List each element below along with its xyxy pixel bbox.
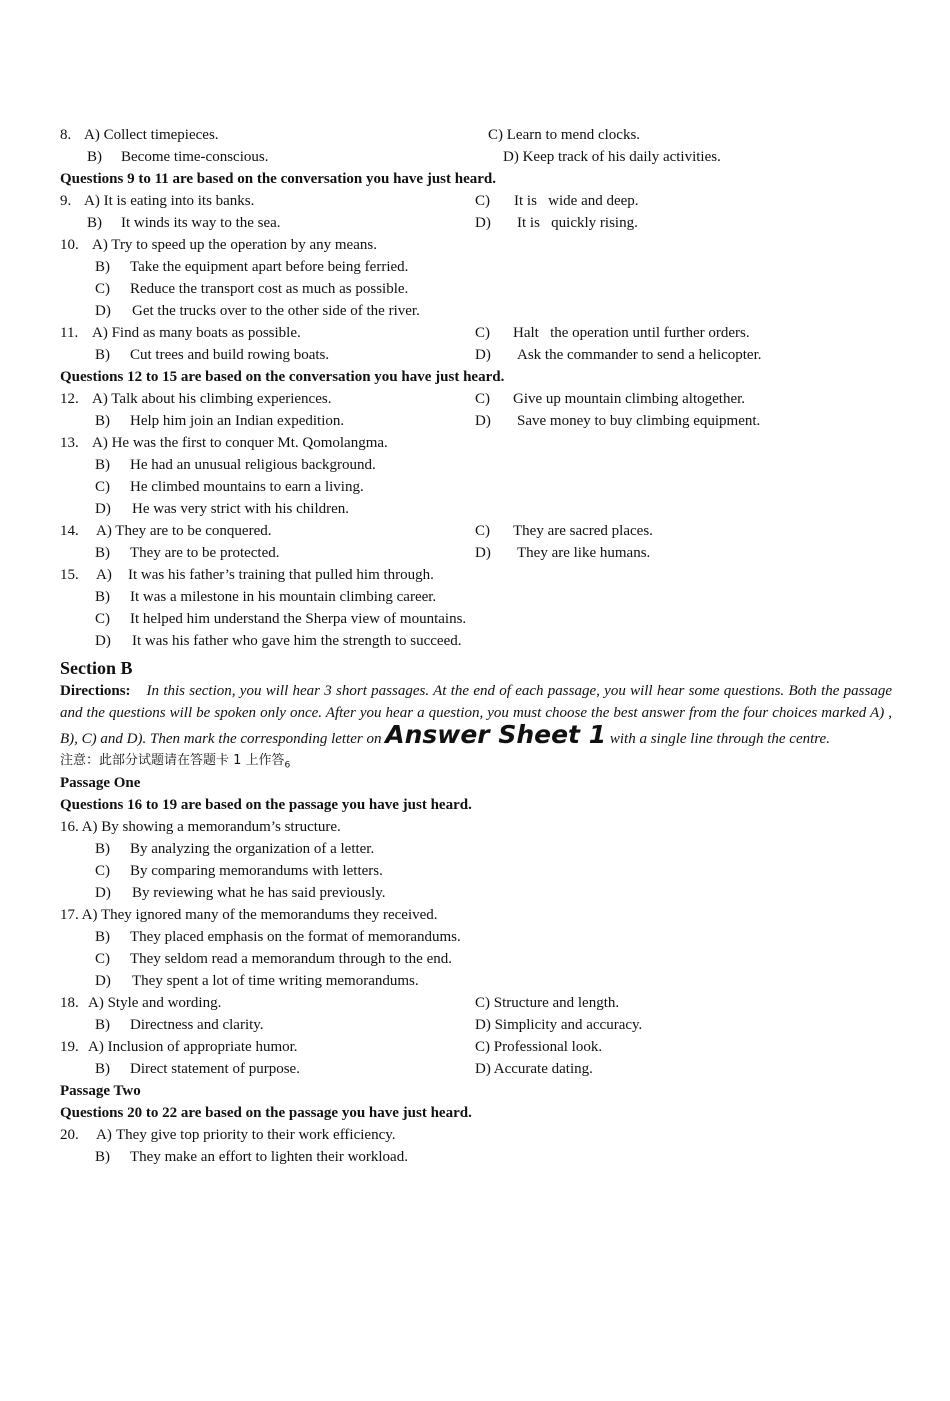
q8-option-c: C) Learn to mend clocks. — [488, 127, 641, 143]
q10-row-1 — [60, 234, 892, 256]
q9-row-1 — [60, 190, 892, 212]
q13-option-c: He climbed mountains to earn a living. — [130, 479, 364, 495]
q11-option-d-letter: D) — [475, 347, 491, 363]
q10-row-3 — [60, 278, 892, 300]
q13-row-4 — [60, 498, 892, 520]
q10-row-2 — [60, 256, 892, 278]
q16-option-a: 16. A) By showing a memorandum’s structure. — [60, 819, 341, 835]
q16-option-d-letter: D) — [95, 885, 111, 901]
q14-option-b-letter: B) — [95, 545, 110, 561]
q13-row-2 — [60, 454, 892, 476]
q11-option-b-letter: B) — [95, 347, 110, 363]
q10-option-d-letter: D) — [95, 303, 111, 319]
chinese-note — [60, 750, 892, 772]
q8-option-b-letter: B) — [87, 149, 102, 165]
q12-option-d: Save money to buy climbing equipment. — [517, 413, 761, 429]
answer-sheet-reference: Answer Sheet 1 — [385, 720, 607, 749]
questions-16-19-heading: Questions 16 to 19 are based on the passage you have just heard. — [60, 797, 472, 813]
q17-option-d: They spent a lot of time writing memorandums. — [132, 973, 419, 989]
q14-number: 14. — [60, 523, 79, 539]
q16-row-4 — [60, 882, 892, 904]
q12-option-d-letter: D) — [475, 413, 491, 429]
q15-option-d-letter: D) — [95, 633, 111, 649]
q20-option-b-letter: B) — [95, 1149, 110, 1165]
q10-option-c-letter: C) — [95, 281, 110, 297]
q11-option-d: Ask the commander to send a helicopter. — [517, 347, 762, 363]
q19-option-b-letter: B) — [95, 1061, 110, 1077]
q10-number: 10. — [60, 237, 79, 253]
q18-option-a: A) Style and wording. — [88, 995, 222, 1011]
q20-option-b: They make an effort to lighten their workload. — [130, 1149, 408, 1165]
q17-option-b: They placed emphasis on the format of memorandums. — [130, 929, 461, 945]
q17-option-c-letter: C) — [95, 951, 110, 967]
q18-option-b-letter: B) — [95, 1017, 110, 1033]
q18-row-1 — [60, 992, 892, 1014]
q12-option-c: Give up mountain climbing altogether. — [513, 391, 746, 407]
q14-option-c: They are sacred places. — [513, 523, 653, 539]
q15-row-3 — [60, 608, 892, 630]
q17-row-1 — [60, 904, 892, 926]
q12-option-b-letter: B) — [95, 413, 110, 429]
q9-option-a: A) It is eating into its banks. — [84, 193, 255, 209]
q19-option-c: C) Professional look. — [475, 1039, 603, 1055]
q9-option-d-letter: D) — [475, 215, 491, 231]
exam-page — [60, 124, 892, 1168]
q14-row-1 — [60, 520, 892, 542]
q14-option-b: They are to be protected. — [130, 545, 280, 561]
q15-option-b-letter: B) — [95, 589, 110, 605]
q19-option-b: Direct statement of purpose. — [130, 1061, 300, 1077]
q8-option-b: Become time-conscious. — [121, 149, 269, 165]
q16-row-1 — [60, 816, 892, 838]
q17-option-b-letter: B) — [95, 929, 110, 945]
q15-option-b: It was a milestone in his mountain climbing career. — [130, 589, 437, 605]
q9-option-b-letter: B) — [87, 215, 102, 231]
q15-row-2 — [60, 586, 892, 608]
q13-row-3 — [60, 476, 892, 498]
q19-number: 19. — [60, 1039, 79, 1055]
q14-option-d: They are like humans. — [517, 545, 651, 561]
q10-option-b: Take the equipment apart before being ferried. — [130, 259, 409, 275]
q9-option-c: It is wide and deep. — [514, 193, 639, 209]
q16-option-c-letter: C) — [95, 863, 110, 879]
chinese-note-sub: 6 — [284, 760, 291, 771]
q18-option-b: Directness and clarity. — [130, 1017, 264, 1033]
q15-row-1 — [60, 564, 892, 586]
q16-option-d: By reviewing what he has said previously. — [132, 885, 386, 901]
q11-option-c-letter: C) — [475, 325, 490, 341]
q13-option-d-letter: D) — [95, 501, 111, 517]
q16-row-3 — [60, 860, 892, 882]
q18-number: 18. — [60, 995, 79, 1011]
q10-option-b-letter: B) — [95, 259, 110, 275]
q16-option-b-letter: B) — [95, 841, 110, 857]
directions-text: In this section, you will hear 3 short passages. At the end of each passage, you will hear some questions. Both the passage and the questions will be spoken only once. After you hear a question, you must choose the best answer from the four choices marked A) , B), C) and D). Then mark the corresponding letter on — [60, 683, 892, 747]
q17-option-a: 17. A) They ignored many of the memorandums they received. — [60, 907, 438, 923]
q17-option-d-letter: D) — [95, 973, 111, 989]
passage-two-title: Passage Two — [60, 1083, 141, 1099]
q8-option-a: A) Collect timepieces. — [84, 127, 219, 143]
q11-option-b: Cut trees and build rowing boats. — [130, 347, 330, 363]
q19-row-2 — [60, 1058, 892, 1080]
q16-row-2 — [60, 838, 892, 860]
q10-option-d: Get the trucks over to the other side of the river. — [132, 303, 420, 319]
section-b-title: Section B — [60, 658, 133, 678]
q12-number: 12. — [60, 391, 79, 407]
q8-row-2 — [60, 146, 892, 168]
q15-option-c: It helped him understand the Sherpa view of mountains. — [130, 611, 467, 627]
passage-one-title: Passage One — [60, 775, 141, 791]
q11-option-c: Halt the operation until further orders. — [513, 325, 750, 341]
q15-option-c-letter: C) — [95, 611, 110, 627]
q11-number: 11. — [60, 325, 79, 341]
q9-option-b: It winds its way to the sea. — [121, 215, 281, 231]
q9-row-2 — [60, 212, 892, 234]
q16-option-c: By comparing memorandums with letters. — [130, 863, 383, 879]
q10-row-4 — [60, 300, 892, 322]
q15-option-a-letter: A) — [96, 567, 112, 583]
q14-row-2 — [60, 542, 892, 564]
q13-number: 13. — [60, 435, 79, 451]
q12-option-a: A) Talk about his climbing experiences. — [92, 391, 332, 407]
q8-number: 8. — [60, 127, 72, 143]
questions-20-22-heading: Questions 20 to 22 are based on the passage you have just heard. — [60, 1105, 472, 1121]
q14-option-c-letter: C) — [475, 523, 490, 539]
q13-option-a: A) He was the first to conquer Mt. Qomolangma. — [92, 435, 388, 451]
questions-9-11-heading: Questions 9 to 11 are based on the conversation you have just heard. — [60, 171, 496, 187]
directions-label: Directions: — [60, 683, 131, 699]
chinese-note-text: 注意：此部分试题请在答题卡 1 上作答 — [60, 753, 285, 768]
q13-option-b-letter: B) — [95, 457, 110, 473]
q17-row-2 — [60, 926, 892, 948]
q18-option-c: C) Structure and length. — [475, 995, 620, 1011]
q20-row-1 — [60, 1124, 892, 1146]
q19-option-d: D) Accurate dating. — [475, 1061, 593, 1077]
q9-option-c-letter: C) — [475, 193, 490, 209]
q12-option-b: Help him join an Indian expedition. — [130, 413, 345, 429]
q10-option-c: Reduce the transport cost as much as possible. — [130, 281, 409, 297]
questions-12-15-heading: Questions 12 to 15 are based on the conversation you have just heard. — [60, 369, 505, 385]
q12-row-1 — [60, 388, 892, 410]
q17-option-c: They seldom read a memorandum through to the end. — [130, 951, 452, 967]
q20-option-a-letter: A) — [96, 1127, 112, 1143]
q15-row-4 — [60, 630, 892, 652]
q11-option-a: A) Find as many boats as possible. — [92, 325, 301, 341]
q8-option-d: D) Keep track of his daily activities. — [503, 149, 721, 165]
q13-option-d: He was very strict with his children. — [132, 501, 350, 517]
q15-number: 15. — [60, 567, 79, 583]
section-b-directions — [60, 680, 892, 750]
q15-option-a: It was his father’s training that pulled him through. — [128, 567, 434, 583]
q15-option-d: It was his father who gave him the strength to succeed. — [132, 633, 462, 649]
q16-option-b: By analyzing the organization of a letter. — [130, 841, 375, 857]
q20-option-a: They give top priority to their work efficiency. — [116, 1127, 396, 1143]
q11-row-2 — [60, 344, 892, 366]
q19-option-a: A) Inclusion of appropriate humor. — [88, 1039, 298, 1055]
q13-option-c-letter: C) — [95, 479, 110, 495]
q10-option-a: A) Try to speed up the operation by any means. — [92, 237, 377, 253]
q9-number: 9. — [60, 193, 72, 209]
q14-option-a: A) They are to be conquered. — [96, 523, 272, 539]
q11-row-1 — [60, 322, 892, 344]
q18-row-2 — [60, 1014, 892, 1036]
q20-number: 20. — [60, 1127, 79, 1143]
q20-row-2 — [60, 1146, 892, 1168]
q12-row-2 — [60, 410, 892, 432]
q9-option-d: It is quickly rising. — [517, 215, 638, 231]
q13-option-b: He had an unusual religious background. — [130, 457, 376, 473]
q8-row-1 — [60, 124, 892, 146]
q18-option-d: D) Simplicity and accuracy. — [475, 1017, 643, 1033]
q13-row-1 — [60, 432, 892, 454]
q19-row-1 — [60, 1036, 892, 1058]
q17-row-3 — [60, 948, 892, 970]
q12-option-c-letter: C) — [475, 391, 490, 407]
q17-row-4 — [60, 970, 892, 992]
directions-text-end: with a single line through the centre. — [609, 731, 830, 747]
q14-option-d-letter: D) — [475, 545, 491, 561]
